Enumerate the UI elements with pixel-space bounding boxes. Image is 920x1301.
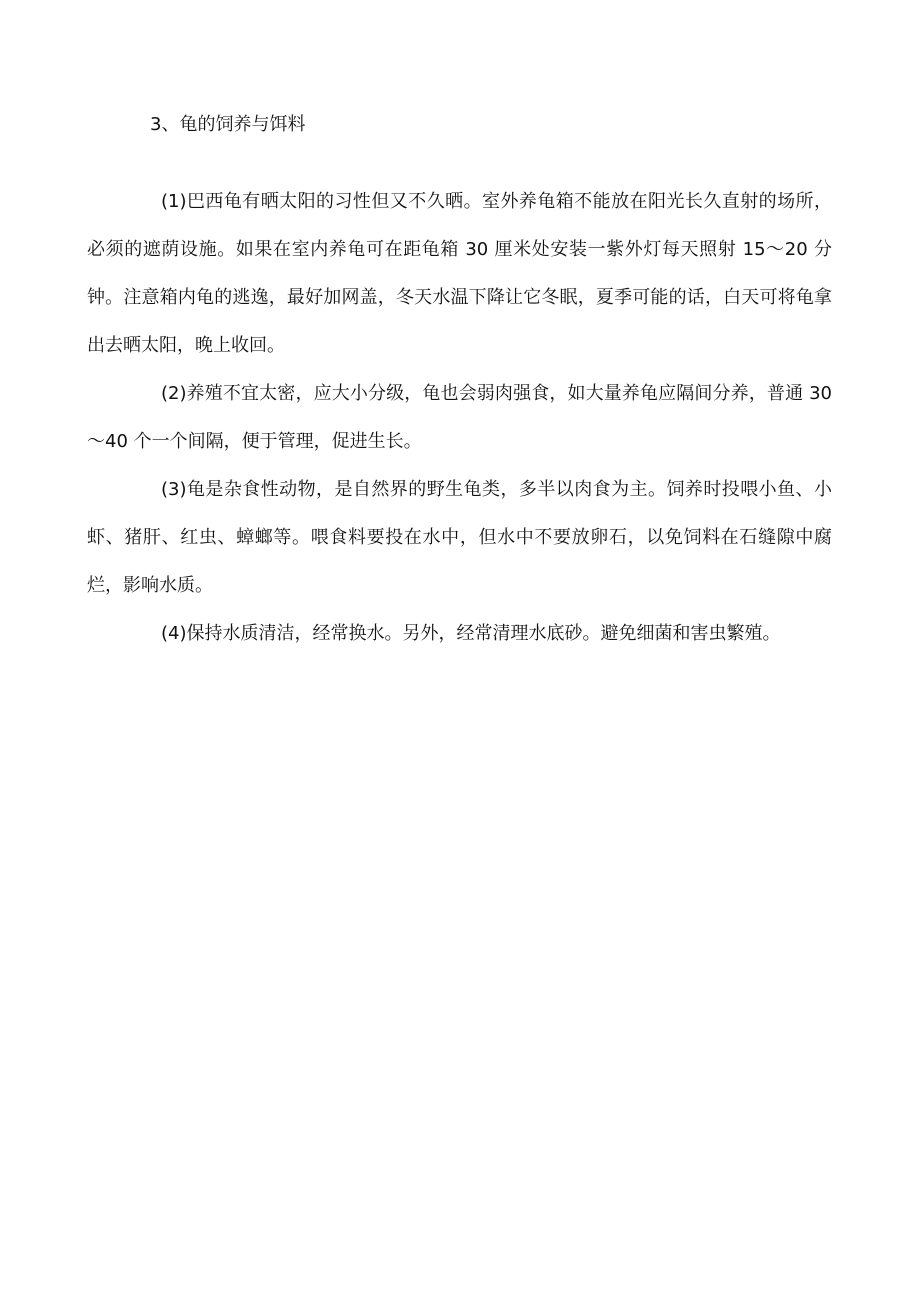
paragraph-2: (2)养殖不宜太密，应大小分级，龟也会弱肉强食，如大量养龟应隔间分养，普通 30～40 个一个间隔，便于管理，促进生长。 xyxy=(87,383,832,452)
section-title: 3、龟的饲养与饵料 xyxy=(150,114,306,135)
paragraph-1: (1)巴西龟有晒太阳的习性但又不久晒。室外养龟箱不能放在阳光长久直射的场所，必须的遮荫设施。如果在室内养龟可在距龟箱 30 厘米处安装一紫外灯每天照射 15～20 分钟。注意箱内龟的逃逸，最好加网盖，冬天水温下降让它冬眠，夏季可能的话，白天可将龟拿出去晒太阳，晚上收回。 xyxy=(87,191,832,356)
paragraph-3: (3)龟是杂食性动物，是自然界的野生龟类，多半以肉食为主。饲养时投喂小鱼、小虾、猪肝、红虫、蟑螂等。喂食料要投在水中，但水中不要放卵石，以免饲料在石缝隙中腐烂，影响水质。 xyxy=(87,479,832,596)
paragraph-4: (4)保持水质清洁，经常换水。另外，经常清理水底砂。避免细菌和害虫繁殖。 xyxy=(161,623,781,644)
